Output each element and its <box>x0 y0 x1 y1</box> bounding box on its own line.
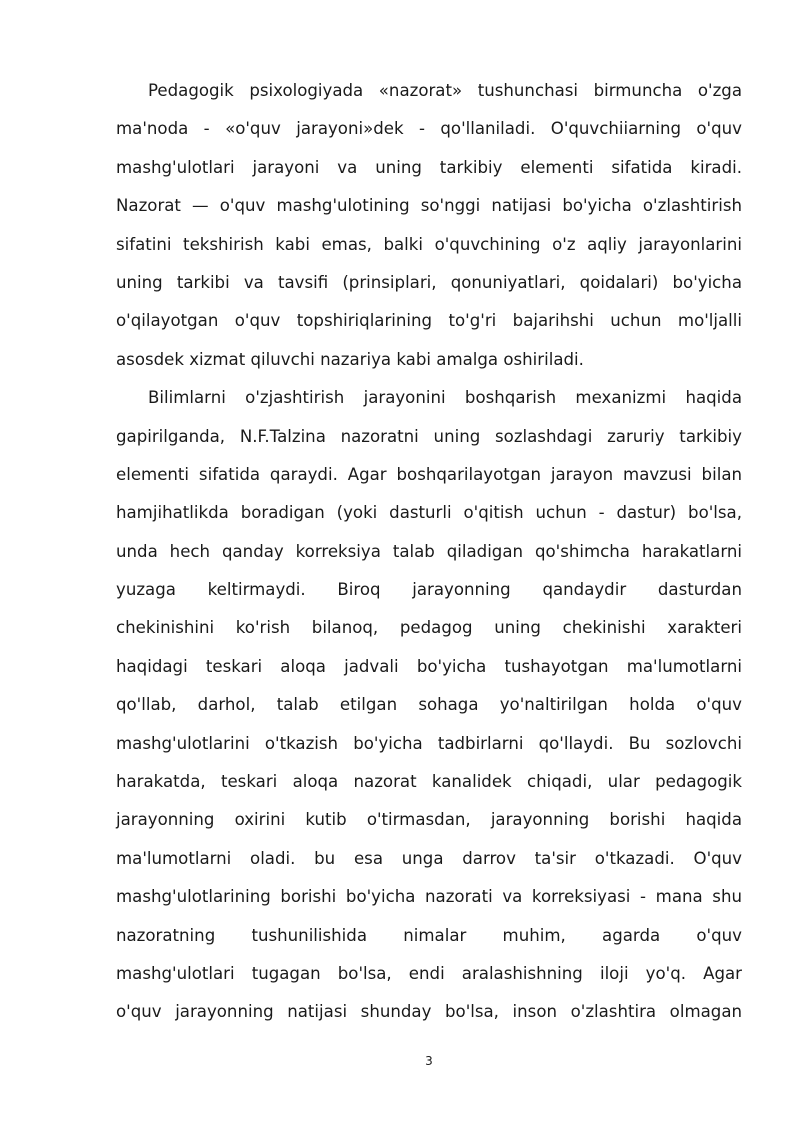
document-page <box>116 72 742 1032</box>
text-line: mashg'ulotlarini o'tkazish bo'yicha tadbirlarni qo'llaydi. Bu sozlovchi <box>116 733 742 753</box>
text-line: asosdek xizmat qiluvchi nazariya kabi amalga oshiriladi. <box>116 349 584 369</box>
text-line: sifatini tekshirish kabi emas, balki o'quvchining o'z aqliy jarayonlarini <box>116 234 742 254</box>
text-line: haqidagi teskari aloqa jadvali bo'yicha tushayotgan ma'lumotlarni <box>116 656 742 676</box>
text-line: jarayonning oxirini kutib o'tirmasdan, jarayonning borishi haqida <box>116 810 742 830</box>
text-line: mashg'ulotlarining borishi bo'yicha nazorati va korreksiyasi - mana shu <box>116 887 742 907</box>
text-line: elementi sifatida qaraydi. Agar boshqarilayotgan jarayon mavzusi bilan <box>116 464 742 484</box>
text-line: Nazorat — o'quv mashg'ulotining so'nggi natijasi bo'yicha o'zlashtirish <box>116 196 742 216</box>
text-line: qo'llab, darhol, talab etilgan sohaga yo'naltirilgan holda o'quv <box>116 695 742 715</box>
text-line: mashg'ulotlari tugagan bo'lsa, endi aralashishning iloji yo'q. Agar <box>116 963 742 983</box>
text-line: ma'lumotlarni oladi. bu esa unga darrov ta'sir o'tkazadi. O'quv <box>116 848 742 868</box>
text-line: uning tarkibi va tavsifi (prinsiplari, qonuniyatlari, qoidalari) bo'yicha <box>116 272 742 292</box>
text-line: nazoratning tushunilishida nimalar muhim, agarda o'quv <box>116 925 742 945</box>
text-line: Bilimlarni o'zjashtirish jarayonini boshqarish mexanizmi haqida <box>148 388 742 408</box>
text-line: mashg'ulotlari jarayoni va uning tarkibiy elementi sifatida kiradi. <box>116 157 742 177</box>
text-line: o'quv jarayonning natijasi shunday bo'lsa, inson o'zlashtira olmagan <box>116 1002 742 1022</box>
text-line: unda hech qanday korreksiya talab qiladigan qo'shimcha harakatlarni <box>116 541 742 561</box>
text-line: o'qilayotgan o'quv topshiriqlarining to'g'ri bajarihshi uchun mo'ljalli <box>116 311 742 331</box>
text-line: chekinishini ko'rish bilanoq, pedagog uning chekinishi xarakteri <box>116 618 742 638</box>
text-line: harakatda, teskari aloqa nazorat kanalidek chiqadi, ular pedagogik <box>116 772 742 792</box>
text-line: Pedagogik psixologiyada «nazorat» tushunchasi birmuncha o'zga <box>148 81 742 100</box>
text-line: hamjihatlikda boradigan (yoki dasturli o'qitish uchun - dastur) bo'lsa, <box>116 503 742 523</box>
text-line: yuzaga keltirmaydi. Biroq jarayonning qandaydir dasturdan <box>116 580 742 600</box>
paragraph-1 <box>116 72 742 379</box>
text-line: ma'noda - «o'quv jarayoni»dek - qo'llaniladi. O'quvchiiarning o'quv <box>116 119 742 139</box>
paragraph-2 <box>116 379 742 1032</box>
page-number: 3 <box>425 1054 433 1068</box>
text-line: gapirilganda, N.F.Talzina nazoratni uning sozlashdagi zaruriy tarkibiy <box>116 426 742 446</box>
